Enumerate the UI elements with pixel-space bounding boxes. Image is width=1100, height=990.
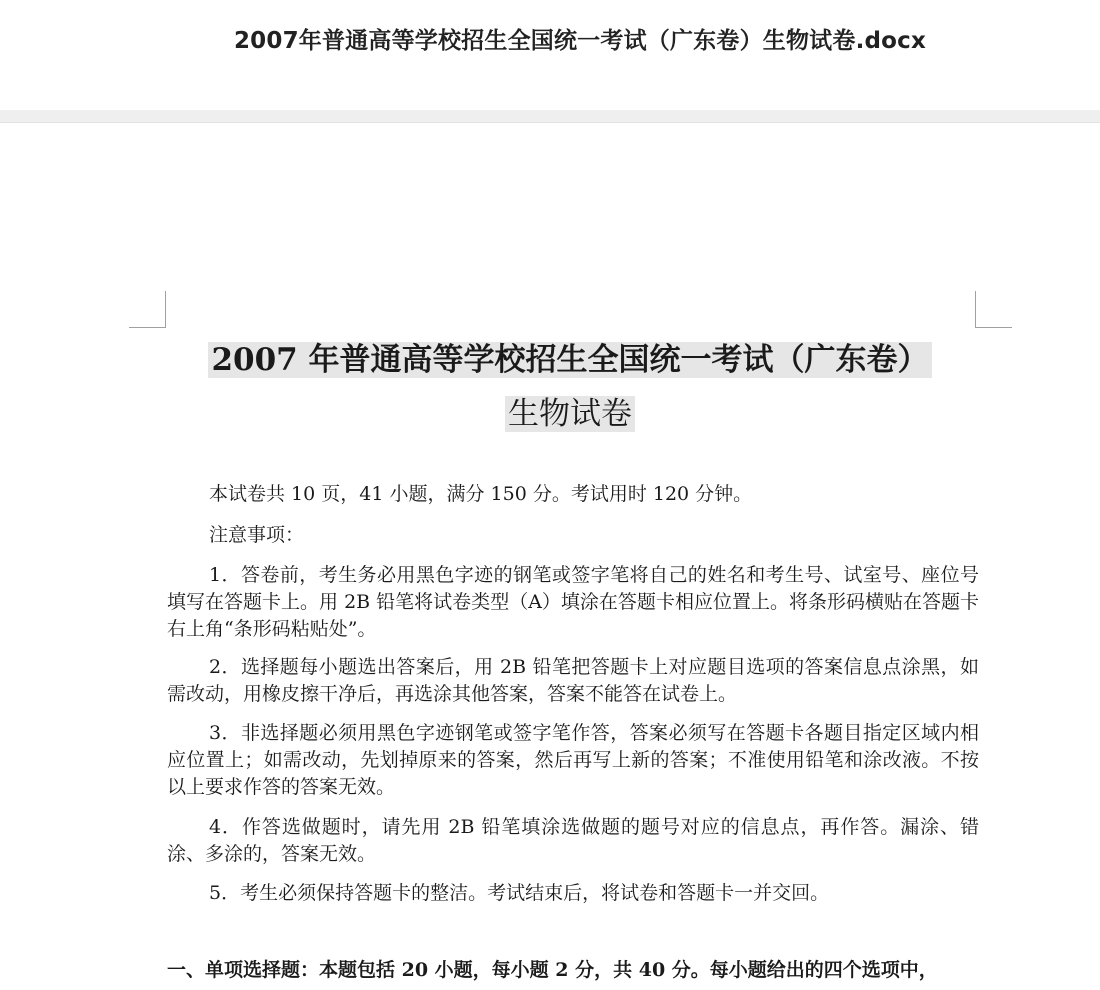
margin-corner-top-left xyxy=(129,291,166,328)
title-bar xyxy=(0,0,1100,110)
notice-item: 5．考生必须保持答题卡的整洁。考试结束后，将试卷和答题卡一并交回。 xyxy=(209,882,830,904)
toolbar-divider xyxy=(0,110,1100,123)
notice-item: 3．非选择题必须用黑色字迹钢笔或签字笔作答，答案必须写在答题卡各题目指定区域内相应位置上；如需改动，先划掉原来的答案，然后再写上新的答案；不准使用铅笔和涂改液。不按以上要求作答的答案无效。 xyxy=(167,722,979,798)
document-subtitle-text: 生物试卷 xyxy=(505,396,635,432)
margin-corner-top-right xyxy=(975,291,1012,328)
notice-item: 4．作答选做题时，请先用 2B 铅笔填涂选做题的题号对应的信息点，再作答。漏涂、错涂、多涂的，答案无效。 xyxy=(167,816,979,865)
document-title-text: 2007 年普通高等学校招生全国统一考试（广东卷） xyxy=(208,342,931,378)
notice-item: 2．选择题每小题选出答案后，用 2B 铅笔把答题卡上对应题目选项的答案信息点涂黑，如需改动，用橡皮擦干净后，再选涂其他答案，答案不能答在试卷上。 xyxy=(167,656,979,705)
section-heading: 一、单项选择题：本题包括 20 小题，每小题 2 分，共 40 分。每小题给出的四个选项中， xyxy=(167,959,938,981)
document-page[interactable] xyxy=(0,123,1100,990)
notice-item: 1．答卷前，考生务必用黑色字迹的钢笔或签字笔将自己的姓名和考生号、试室号、座位号填写在答题卡上。用 2B 铅笔将试卷类型（A）填涂在答题卡相应位置上。将条形码横贴在答题卡右上角“条形码粘贴处”。 xyxy=(167,564,979,640)
document-title xyxy=(0,339,1100,381)
intro-paragraph: 本试卷共 10 页，41 小题，满分 150 分。考试用时 120 分钟。 xyxy=(209,483,753,505)
file-title: 2007年普通高等学校招生全国统一考试（广东卷）生物试卷.docx xyxy=(233,28,927,54)
notice-heading: 注意事项： xyxy=(209,524,305,546)
document-subtitle xyxy=(0,393,1100,435)
